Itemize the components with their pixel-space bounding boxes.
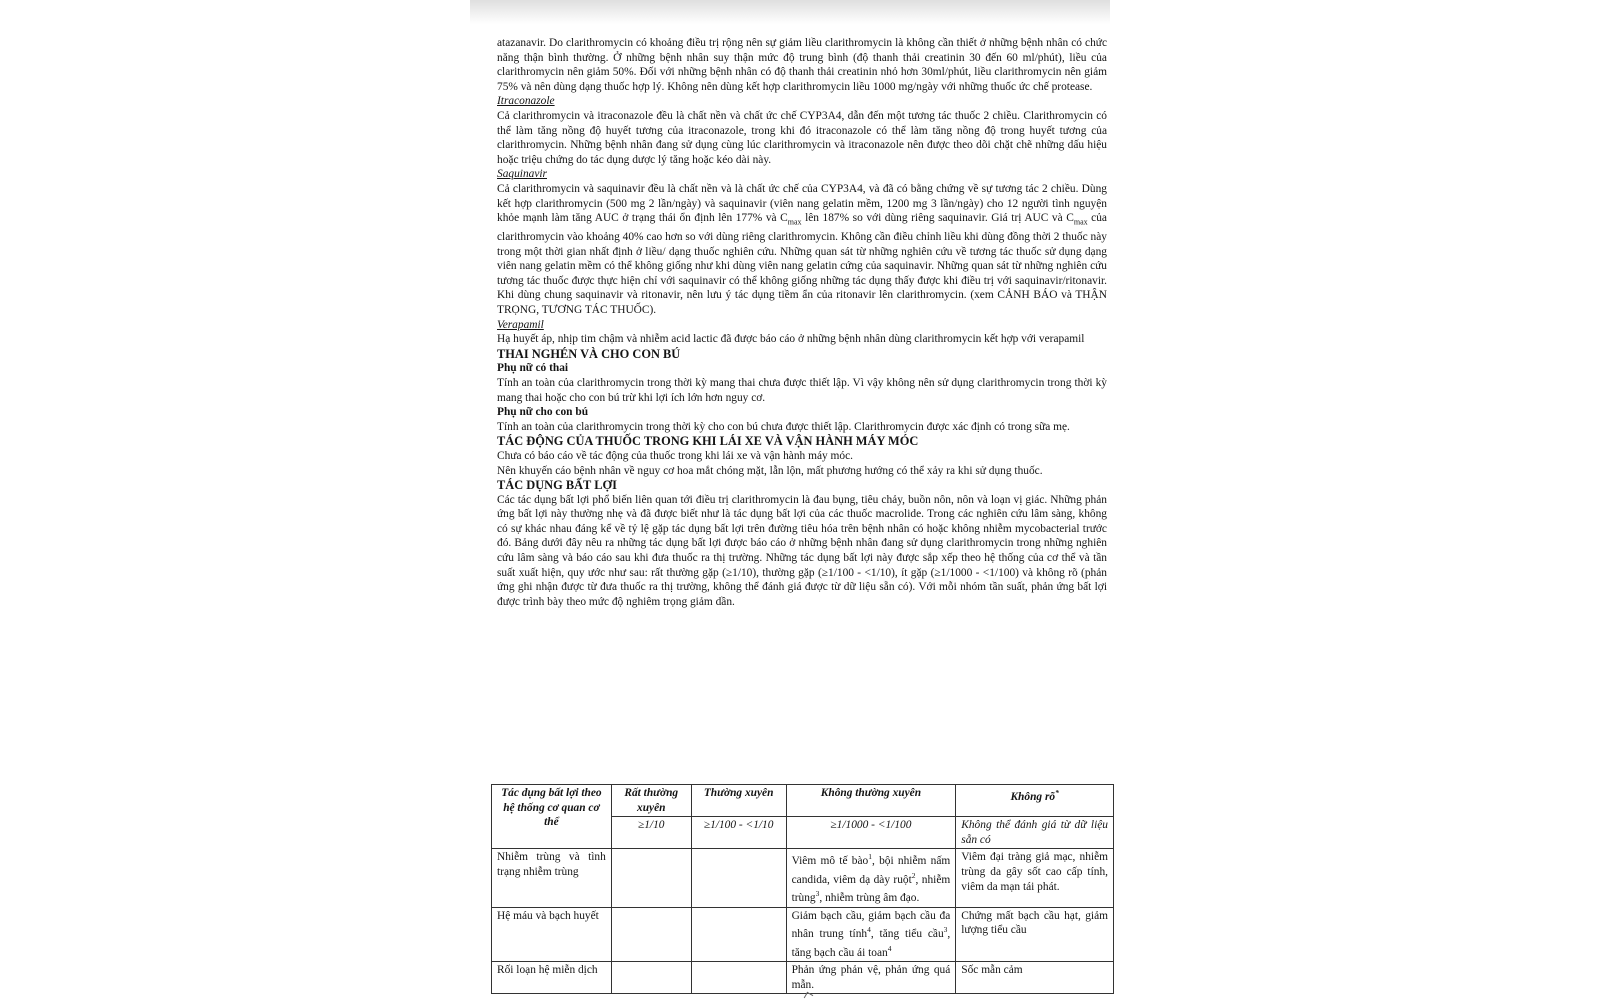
driving-heading: TÁC ĐỘNG CỦA THUỐC TRONG KHI LÁI XE VÀ VẬN HÀNH MÁY MÓC xyxy=(497,434,919,449)
infection-uncommon-d: , nhiễm trùng âm đạo. xyxy=(819,891,920,904)
footnote-marker: 4 xyxy=(867,925,871,935)
row-infection-common xyxy=(691,849,786,907)
row-immune-common xyxy=(691,961,786,993)
document-page xyxy=(497,36,1107,609)
row-immune-uncommon: Phản ứng phản vệ, phản ứng quá mẫn. xyxy=(786,961,956,993)
verapamil-title: Verapamil xyxy=(497,318,544,331)
driving-paragraph-1: Chưa có báo cáo về tác động của thuốc trong khi lái xe và vận hành máy móc. xyxy=(497,449,854,462)
header-unknown-label: Không rõ xyxy=(1010,790,1056,803)
row-immune-unknown: Sốc mẫn cảm xyxy=(956,961,1114,993)
row-blood-system: Hệ máu và bạch huyết xyxy=(492,907,612,961)
infection-uncommon-a: Viêm mô tế bào xyxy=(791,855,869,868)
itraconazole-title: Itraconazole xyxy=(497,95,555,108)
saquinavir-paragraph xyxy=(497,182,1107,318)
pregnant-women-title: Phụ nữ có thai xyxy=(497,362,569,375)
freq-very-common: ≥1/10 xyxy=(611,817,691,849)
footnote-marker: 2 xyxy=(911,870,916,880)
row-blood-very-common xyxy=(611,907,691,961)
verapamil-paragraph: Hạ huyết áp, nhịp tim chậm và nhiễm acid lactic đã được báo cáo ở những bệnh nhân dùng clarithromycin kết hợp với verapamil xyxy=(497,333,1085,346)
lactation-paragraph: Tính an toàn của clarithromycin trong thời kỳ cho con bú chưa được thiết lập. Clarithromycin được xác định có trong sữa mẹ. xyxy=(497,420,1070,433)
header-system-organ-class: Tác dụng bất lợi theo hệ thống cơ quan cơ thể xyxy=(492,785,612,849)
row-infection-unknown: Viêm đại tràng giả mạc, nhiễm trùng da gây sốt cao cấp tính, viêm da mạn tái phát. xyxy=(956,849,1114,907)
blood-uncommon-c: , tăng bạch cầu ái toan xyxy=(791,927,951,959)
itraconazole-paragraph: Cả clarithromycin và itraconazole đều là chất nền và chất ức chế CYP3A4, dẫn đến một tương tác thuốc 2 chiều. Clarithromycin có thể làm tăng nồng độ huyết tương của itraconazole, trong khi đó itraconazole có thể làm tăng nồng độ trong huyết tương của clarithromycin. Những bệnh nhân đang sử dụng cùng lúc clarithromycin và itraconazole nên được theo dõi chặt chẽ những dấu hiệu hoặc triệu chứng do tác dụng dược lý tăng hoặc kéo dài này. xyxy=(497,109,1107,166)
adverse-effects-paragraph: Các tác dụng bất lợi phổ biến liên quan tới điều trị clarithromycin là đau bụng, tiêu chảy, buồn nôn, nôn và loạn vị giác. Những phản ứng bất lợi này thường nhẹ và đã được biết như là tác dụng bất lợi của các thuốc macrolide. Trong các nghiên cứu lâm sàng, không có sự khác nhau đáng kể về tỷ lệ gặp tác dụng bất lợi trên đường tiêu hóa trên bệnh nhân có hoặc không nhiễm mycobacterial trước đó. Bảng dưới đây nêu ra những tác dụng bất lợi được báo cáo ở những bệnh nhân đang sử dụng clarithromycin trong những nghiên cứu lâm sàng và báo cáo sau khi đưa thuốc ra thị trường. Những tác dụng bất lợi này được sắp xếp theo hệ thống của cơ thể và tần suất xuất hiện, quy ước như sau: rất thường gặp (≥1/10), thường gặp (≥1/100 - <1/10), ít gặp (≥1/1000 - <1/100) và không rõ (phản ứng ghi nhận được từ đưa thuốc ra thị trường, không thể đánh giá được từ dữ liệu sẵn có). Với mỗi nhóm tần suất, phản ứng bất lợi được trình bày theo mức độ nghiêm trọng giảm dần. xyxy=(497,493,1107,608)
scan-top-smudge xyxy=(470,0,1110,24)
row-immune-very-common xyxy=(611,961,691,993)
header-common: Thường xuyên xyxy=(691,785,786,817)
header-unknown-footnote: * xyxy=(1055,788,1059,797)
pregnancy-heading: THAI NGHÉN VÀ CHO CON BÚ xyxy=(497,346,681,361)
infection-uncommon-c: , nhiễm trùng xyxy=(791,873,951,904)
saquinavir-text-3: của clarithromycin vào khoảng 40% cao hơn so với dùng riêng clarithromycin. Không cần điều chỉnh liều khi dùng đồng thời 2 thuốc này trong một thời gian nhất định ở liều/ dạng thuốc nghiên cứu. Những quan sát từ những nghiên cứu về tương tác thuốc sử dụng dạng viên nang gelatin mềm có thể không giống như khi dùng viên nang gelatin cứng của saquinavir. Những quan sát từ những nghiên cứu tương tác thuốc được thực hiện chỉ với saquinavir có thể không giống những tác dụng thấy được khi điều trị với saquinavir/ritonavir. Khi dùng chung saquinavir và ritonavir, nên lưu ý tác dụng tiềm ẩn của ritonavir lên clarithromycin. (xem CẢNH BÁO và THẬN TRỌNG, TƯƠNG TÁC THUỐC). xyxy=(497,212,1107,316)
saquinavir-text-1: Cả clarithromycin và saquinavir đều là chất nền và là chất ức chế của CYP3A4, và đã có bằng chứng về sự tương tác 2 chiều. Dùng kết hợp clarithromycin (500 mg 2 lần/ngày) và saquinavir (viên nang gelatin mềm, 1200 mg 3 lần/ngày) cho 12 người tình nguyện khỏe mạnh làm tăng AUC ở trạng thái ổn định lên 177% và C xyxy=(497,182,1107,225)
footnote-marker: 1 xyxy=(868,852,872,862)
saquinavir-text-2: lên 187% so với dùng riêng saquinavir. Giá trị AUC và C xyxy=(801,212,1074,225)
footnote-marker: 4 xyxy=(887,943,892,953)
freq-unknown: Không thể đánh giá từ dữ liệu sẵn có xyxy=(956,817,1114,849)
row-infection-uncommon xyxy=(786,849,956,907)
header-unknown xyxy=(956,785,1114,817)
cmax-subscript: max xyxy=(1073,217,1088,227)
header-very-common: Rất thường xuyên xyxy=(611,785,691,817)
table-row xyxy=(492,907,1114,961)
freq-common: ≥1/100 - <1/10 xyxy=(691,817,786,849)
pregnant-women-paragraph: Tính an toàn của clarithromycin trong thời kỳ mang thai chưa được thiết lập. Vì vậy không nên sử dụng clarithromycin trong thời kỳ mang thai hoặc cho con bú trừ khi lợi ích lớn hơn nguy cơ. xyxy=(497,376,1107,404)
table-header-row xyxy=(492,785,1114,817)
footnote-marker: 3 xyxy=(943,925,948,935)
header-uncommon: Không thường xuyên xyxy=(786,785,956,817)
driving-paragraph-2: Nên khuyến cáo bệnh nhân về nguy cơ hoa mắt chóng mặt, lẫn lộn, mất phương hướng có thể xảy ra khi sử dụng thuốc. xyxy=(497,464,1043,477)
cmax-subscript: max xyxy=(787,217,802,227)
table-row xyxy=(492,849,1114,907)
blood-uncommon-b: , tăng tiểu cầu xyxy=(870,927,944,940)
footnote-marker: 3 xyxy=(815,889,820,899)
table-row xyxy=(492,961,1114,993)
row-infection-system: Nhiễm trùng và tình trạng nhiễm trùng xyxy=(492,849,612,907)
intro-paragraph: atazanavir. Do clarithromycin có khoảng điều trị rộng nên sự giảm liều clarithromycin là không cần thiết ở những bệnh nhân có chức năng thận bình thường. Ở những bệnh nhân suy thận mức độ trung bình (độ thanh thải creatinin 30 đến 60 ml/phút), liều của clarithromycin nên giảm 50%. Đối với những bệnh nhân có độ thanh thải creatinin nhỏ hơn 30ml/phút, liều clarithromycin nên giảm 75% và nên dùng dạng thuốc hợp lý. Không nên dùng kết hợp clarithromycin liều 1000 mg/ngày với những thuốc ức chế protease. xyxy=(497,37,1107,93)
row-infection-very-common xyxy=(611,849,691,907)
adverse-effects-heading: TÁC DỤNG BẤT LỢI xyxy=(497,478,617,493)
freq-uncommon: ≥1/1000 - <1/100 xyxy=(786,817,956,849)
blood-uncommon-a: Giảm bạch cầu, giảm bạch cầu đa nhân trung tính xyxy=(791,909,951,940)
lactation-title: Phụ nữ cho con bú xyxy=(497,406,589,419)
infection-uncommon-b: , bội nhiễm nấm candida, viêm dạ dày ruột xyxy=(791,855,951,886)
saquinavir-title: Saquinavir xyxy=(497,168,547,181)
row-blood-common xyxy=(691,907,786,961)
row-immune-system: Rối loạn hệ miễn dịch xyxy=(492,961,612,993)
adverse-effects-table xyxy=(491,784,1114,994)
row-blood-unknown: Chứng mất bạch cầu hạt, giảm lượng tiểu cầu xyxy=(956,907,1114,961)
row-blood-uncommon xyxy=(786,907,956,961)
